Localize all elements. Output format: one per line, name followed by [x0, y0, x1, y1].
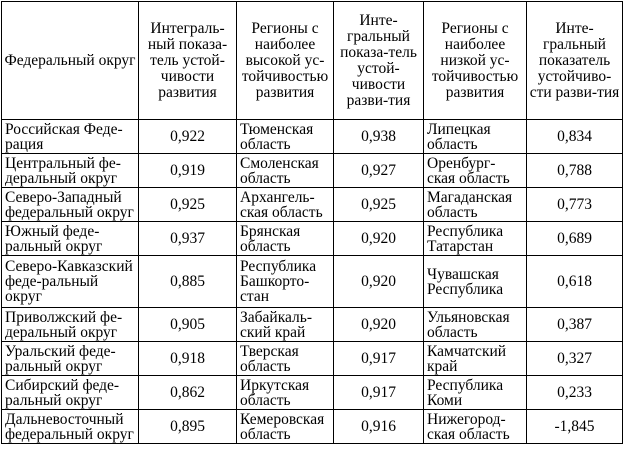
- header-low-regions: Регионы с наиболее низкой ус-тойчивостью развития: [424, 2, 527, 120]
- low-region-cell: Ульяновская область: [424, 308, 527, 342]
- high-indicator-cell: 0,917: [334, 342, 424, 376]
- high-region-cell: Смоленская область: [237, 154, 334, 188]
- integral-indicator-cell: 0,937: [139, 222, 237, 256]
- high-region-cell: Тюменская область: [237, 120, 334, 154]
- federal-district-cell: Сибирский феде-ральный округ: [2, 376, 139, 410]
- integral-indicator-cell: 0,922: [139, 120, 237, 154]
- low-region-cell: Магаданская область: [424, 188, 527, 222]
- low-indicator-cell: 0,689: [527, 222, 623, 256]
- integral-indicator-cell: 0,885: [139, 256, 237, 308]
- high-indicator-cell: 0,920: [334, 256, 424, 308]
- table-row: [2, 256, 623, 308]
- low-region-cell: Республика Коми: [424, 376, 527, 410]
- federal-district-cell: Центральный фе-деральный округ: [2, 154, 139, 188]
- header-row: [2, 2, 623, 120]
- integral-indicator-cell: 0,895: [139, 410, 237, 444]
- high-indicator-cell: 0,917: [334, 376, 424, 410]
- table-body: [2, 120, 623, 444]
- federal-district-cell: Южный феде-ральный округ: [2, 222, 139, 256]
- high-indicator-cell: 0,920: [334, 222, 424, 256]
- federal-district-cell: Российская Феде-рация: [2, 120, 139, 154]
- table-row: [2, 120, 623, 154]
- high-region-cell: Иркутская область: [237, 376, 334, 410]
- table-row: [2, 410, 623, 444]
- low-indicator-cell: 0,387: [527, 308, 623, 342]
- low-region-cell: Чувашская Республика: [424, 256, 527, 308]
- federal-district-cell: Дальневосточный федеральный округ: [2, 410, 139, 444]
- table-row: [2, 188, 623, 222]
- high-indicator-cell: 0,916: [334, 410, 424, 444]
- low-indicator-cell: 0,618: [527, 256, 623, 308]
- high-indicator-cell: 0,927: [334, 154, 424, 188]
- integral-indicator-cell: 0,919: [139, 154, 237, 188]
- high-region-cell: Республика Башкорто-стан: [237, 256, 334, 308]
- header-low-indicator: Инте-гральный показатель устойчиво-сти разви-тия: [527, 2, 623, 120]
- high-region-cell: Архангель-ская область: [237, 188, 334, 222]
- high-region-cell: Тверская область: [237, 342, 334, 376]
- high-region-cell: Забайкаль-ский край: [237, 308, 334, 342]
- high-region-cell: Брянская область: [237, 222, 334, 256]
- header-high-indicator: Инте-гральный показа-тель устой-чивости разви-тия: [334, 2, 424, 120]
- low-region-cell: Липецкая область: [424, 120, 527, 154]
- table-row: [2, 308, 623, 342]
- header-federal-district: Федеральный округ: [2, 2, 139, 120]
- high-indicator-cell: 0,938: [334, 120, 424, 154]
- header-integral-indicator: Интеграль-ный показа-тель устой-чивости развития: [139, 2, 237, 120]
- table-row: [2, 222, 623, 256]
- low-indicator-cell: 0,788: [527, 154, 623, 188]
- federal-district-cell: Северо-Западный федеральный округ: [2, 188, 139, 222]
- federal-district-cell: Северо-Кавказский феде-ральный округ: [2, 256, 139, 308]
- low-indicator-cell: -1,845: [527, 410, 623, 444]
- table-row: [2, 154, 623, 188]
- integral-indicator-cell: 0,905: [139, 308, 237, 342]
- high-indicator-cell: 0,920: [334, 308, 424, 342]
- high-indicator-cell: 0,925: [334, 188, 424, 222]
- low-indicator-cell: 0,834: [527, 120, 623, 154]
- header-high-regions: Регионы с наиболее высокой ус-тойчивостью развития: [237, 2, 334, 120]
- low-region-cell: Камчатский край: [424, 342, 527, 376]
- low-indicator-cell: 0,233: [527, 376, 623, 410]
- low-indicator-cell: 0,327: [527, 342, 623, 376]
- table-row: [2, 342, 623, 376]
- low-region-cell: Нижегород-ская область: [424, 410, 527, 444]
- table-row: [2, 376, 623, 410]
- sustainability-table: [1, 1, 623, 444]
- low-region-cell: Оренбург-ская область: [424, 154, 527, 188]
- high-region-cell: Кемеровская область: [237, 410, 334, 444]
- integral-indicator-cell: 0,925: [139, 188, 237, 222]
- integral-indicator-cell: 0,862: [139, 376, 237, 410]
- low-region-cell: Республика Татарстан: [424, 222, 527, 256]
- federal-district-cell: Приволжский фе-деральный округ: [2, 308, 139, 342]
- integral-indicator-cell: 0,918: [139, 342, 237, 376]
- federal-district-cell: Уральский феде-ральный округ: [2, 342, 139, 376]
- low-indicator-cell: 0,773: [527, 188, 623, 222]
